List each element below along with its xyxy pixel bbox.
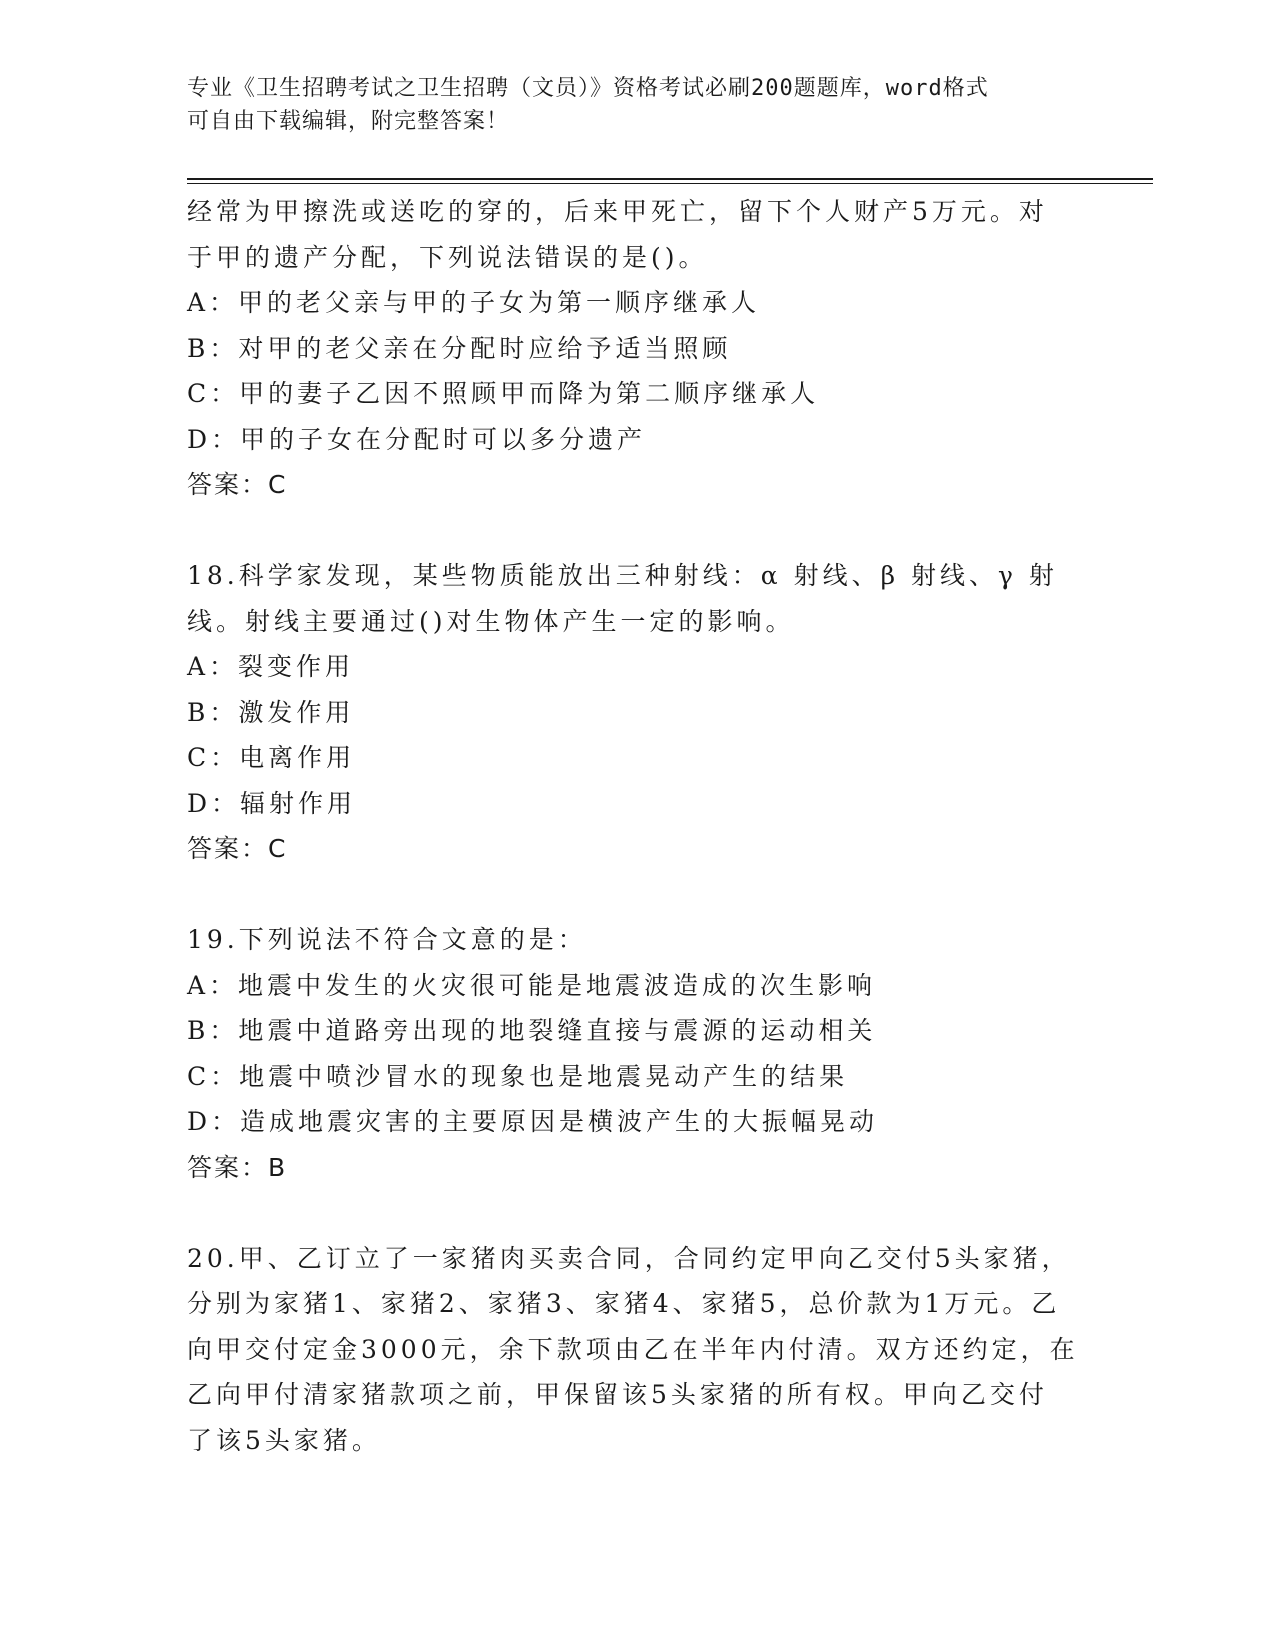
option-d: D：辐射作用 bbox=[187, 788, 357, 818]
answer: 答案：C bbox=[187, 834, 288, 863]
option-c: C：电离作用 bbox=[187, 743, 356, 772]
header-line-2: 可自由下载编辑，附完整答案！ bbox=[187, 109, 510, 134]
question-18 bbox=[187, 553, 1087, 872]
document-body bbox=[187, 189, 1087, 1463]
question-stem-line: 分别为家猪1、家猪2、家猪3、家猪4、家猪5，总价款为1万元。乙 bbox=[187, 1289, 1061, 1318]
option-b: B：地震中道路旁出现的地裂缝直接与震源的运动相关 bbox=[187, 1016, 877, 1045]
option-a: A：甲的老父亲与甲的子女为第一顺序继承人 bbox=[187, 288, 761, 317]
option-d: D：甲的子女在分配时可以多分遗产 bbox=[187, 424, 647, 454]
question-17 bbox=[187, 189, 1087, 508]
option-a: A：地震中发生的火灾很可能是地震波造成的次生影响 bbox=[187, 970, 877, 1000]
question-19 bbox=[187, 917, 1087, 1190]
question-stem-line: 向甲交付定金3000元，余下款项由乙在半年内付清。双方还约定，在 bbox=[187, 1334, 1079, 1364]
document-header bbox=[187, 72, 1087, 138]
answer: 答案：C bbox=[187, 470, 288, 499]
header-line-1: 专业《卫生招聘考试之卫生招聘（文员）》资格考试必刷200题题库，word格式 bbox=[187, 76, 989, 101]
option-a: A：裂变作用 bbox=[187, 652, 355, 681]
question-20 bbox=[187, 1236, 1087, 1464]
option-c: C：地震中喷沙冒水的现象也是地震晃动产生的结果 bbox=[187, 1061, 849, 1091]
question-stem-line: 18.科学家发现，某些物质能放出三种射线：α 射线、β 射线、γ 射 bbox=[187, 561, 1058, 590]
question-stem-line: 乙向甲付清家猪款项之前，甲保留该5头家猪的所有权。甲向乙交付 bbox=[187, 1380, 1048, 1409]
option-d: D：造成地震灾害的主要原因是横波产生的大振幅晃动 bbox=[187, 1107, 879, 1136]
question-stem-line: 了该5头家猪。 bbox=[187, 1425, 381, 1455]
option-b: B：激发作用 bbox=[187, 697, 355, 727]
header-rule-thin bbox=[187, 183, 1153, 184]
question-stem-line: 经常为甲擦洗或送吃的穿的，后来甲死亡，留下个人财产5万元。对 bbox=[187, 197, 1048, 226]
header-rule-thick bbox=[187, 178, 1153, 180]
question-stem-line: 线。射线主要通过()对生物体产生一定的影响。 bbox=[187, 606, 795, 636]
question-stem-line: 19.下列说法不符合文意的是： bbox=[187, 925, 587, 954]
question-stem-line: 20.甲、乙订立了一家猪肉买卖合同，合同约定甲向乙交付5头家猪， bbox=[187, 1243, 1071, 1273]
answer: 答案：B bbox=[187, 1152, 288, 1182]
option-c: C：甲的妻子乙因不照顾甲而降为第二顺序继承人 bbox=[187, 379, 820, 408]
option-b: B：对甲的老父亲在分配时应给予适当照顾 bbox=[187, 333, 732, 363]
question-stem-line: 于甲的遗产分配，下列说法错误的是()。 bbox=[187, 242, 708, 272]
